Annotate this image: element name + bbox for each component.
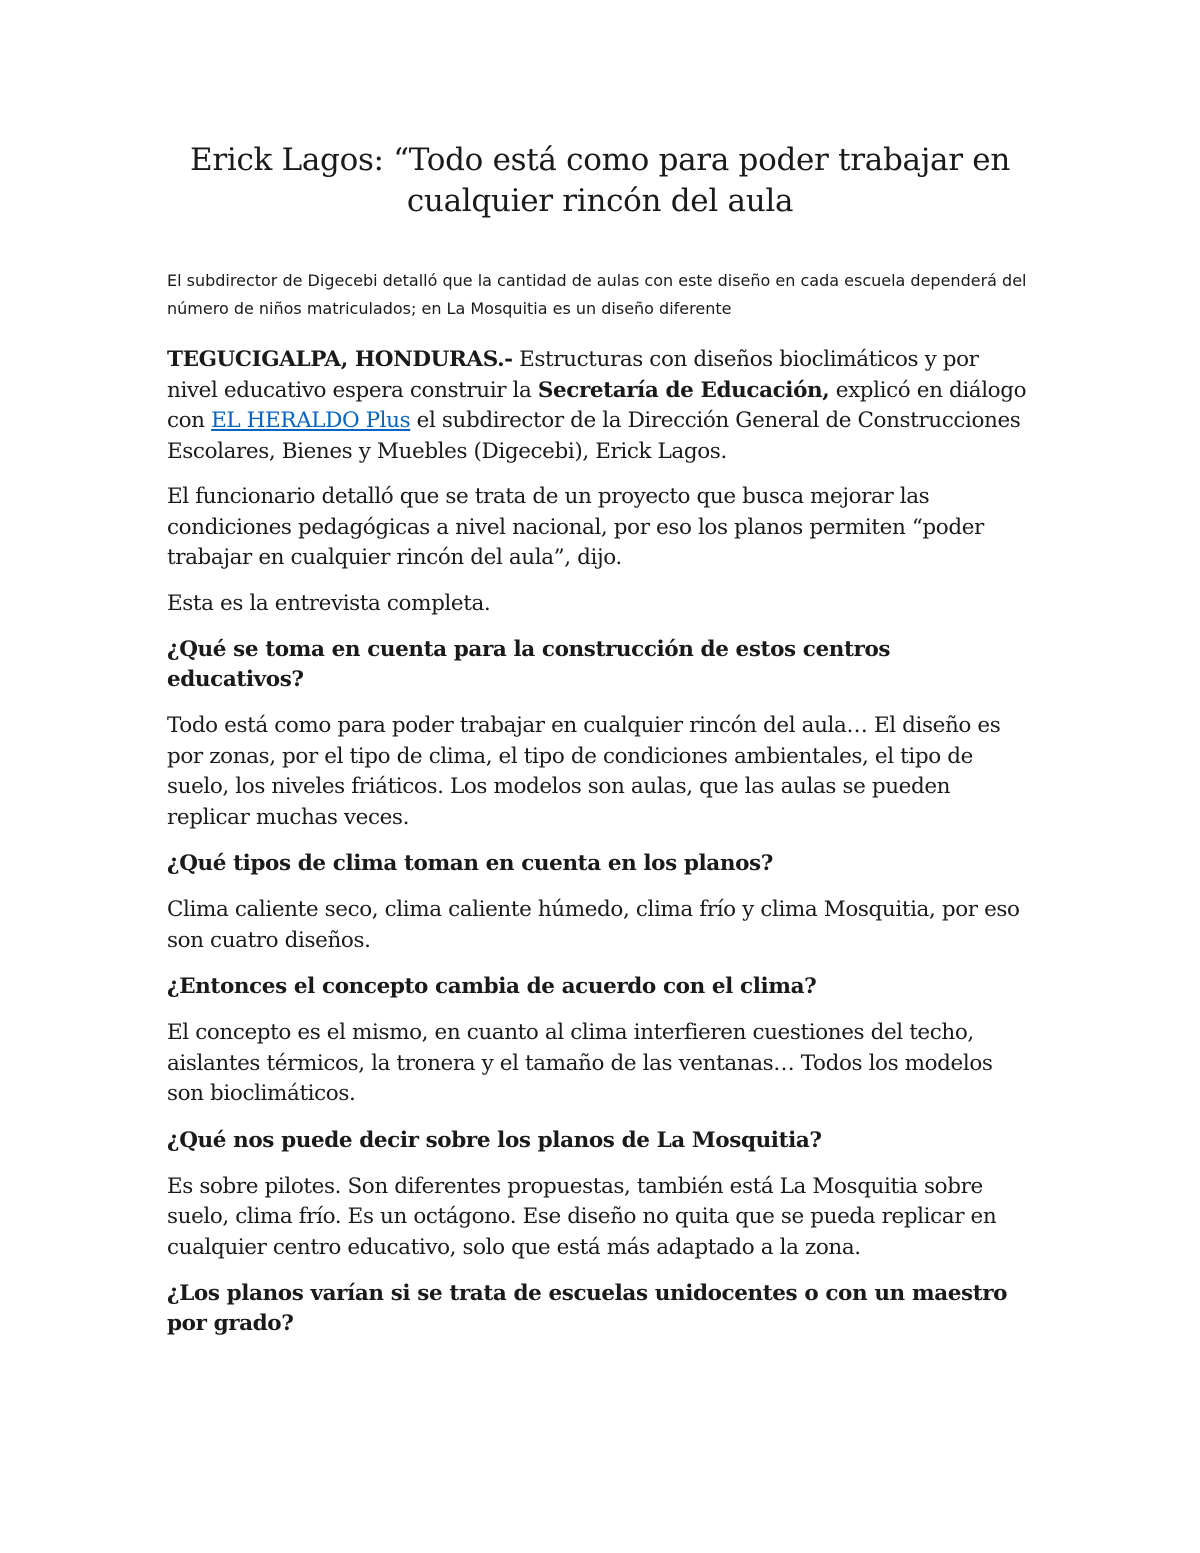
article-subtitle: El subdirector de Digecebi detalló que la cantidad de aulas con este diseño en cada escuela dependerá del número de niños matriculados; en La Mosquitia es un diseño diferente <box>167 271 1027 318</box>
answer-1: Todo está como para poder trabajar en cualquier rincón del aula… El diseño es por zonas, por el tipo de clima, el tipo de condiciones ambientales, el tipo de suelo, los niveles friáticos. Los modelos son aulas, que las aulas se pueden replicar muchas veces. <box>167 713 1001 830</box>
lead-text-3: el subdirector de la Dirección General de Construcciones Escolares, Bienes y Muebles (Digecebi), Erick Lagos. <box>167 408 1021 464</box>
article-title: Erick Lagos: “Todo está como para poder trabajar en cualquier rincón del aula <box>190 142 1010 219</box>
lead-text-2: explicó en diálogo con <box>167 377 1027 433</box>
question-4: ¿Qué nos puede decir sobre los planos de La Mosquitia? <box>167 1127 822 1153</box>
heraldo-plus-link[interactable]: EL HERALDO Plus <box>211 408 411 433</box>
question-3: ¿Entonces el concepto cambia de acuerdo con el clima? <box>167 974 817 999</box>
dateline: TEGUCIGALPA, HONDURAS.- <box>167 347 513 372</box>
lead-text-1: Estructuras con diseños bioclimáticos y por nivel educativo espera construir la <box>167 347 979 403</box>
lead-paragraph <box>167 345 1033 467</box>
question-2: ¿Qué tipos de clima toman en cuenta en los planos? <box>167 851 773 876</box>
paragraph-3: Esta es la entrevista completa. <box>167 590 491 616</box>
paragraph-2: El funcionario detalló que se trata de un proyecto que busca mejorar las condiciones pedagógicas a nivel nacional, por eso los planos permiten “poder trabajar en cualquier rincón del aula”, dijo. <box>167 484 984 570</box>
answer-3: El concepto es el mismo, en cuanto al clima interfieren cuestiones del techo, aislantes térmicos, la tronera y el tamaño de las ventanas… Todos los modelos son bioclimáticos. <box>167 1020 993 1106</box>
question-5: ¿Los planos varían si se trata de escuelas unidocentes o con un maestro por grado? <box>167 1281 1008 1336</box>
question-1: ¿Qué se toma en cuenta para la construcción de estos centros educativos? <box>167 637 891 692</box>
answer-4: Es sobre pilotes. Son diferentes propuestas, también está La Mosquitia sobre suelo, clima frío. Es un octágono. Ese diseño no quita que se pueda replicar en cualquier centro educativo, solo que está más adaptado a la zona. <box>167 1173 997 1260</box>
organization-name: Secretaría de Educación, <box>537 377 830 403</box>
document-page <box>167 140 1033 1339</box>
answer-2: Clima caliente seco, clima caliente húmedo, clima frío y clima Mosquitia, por eso son cuatro diseños. <box>167 897 1020 953</box>
